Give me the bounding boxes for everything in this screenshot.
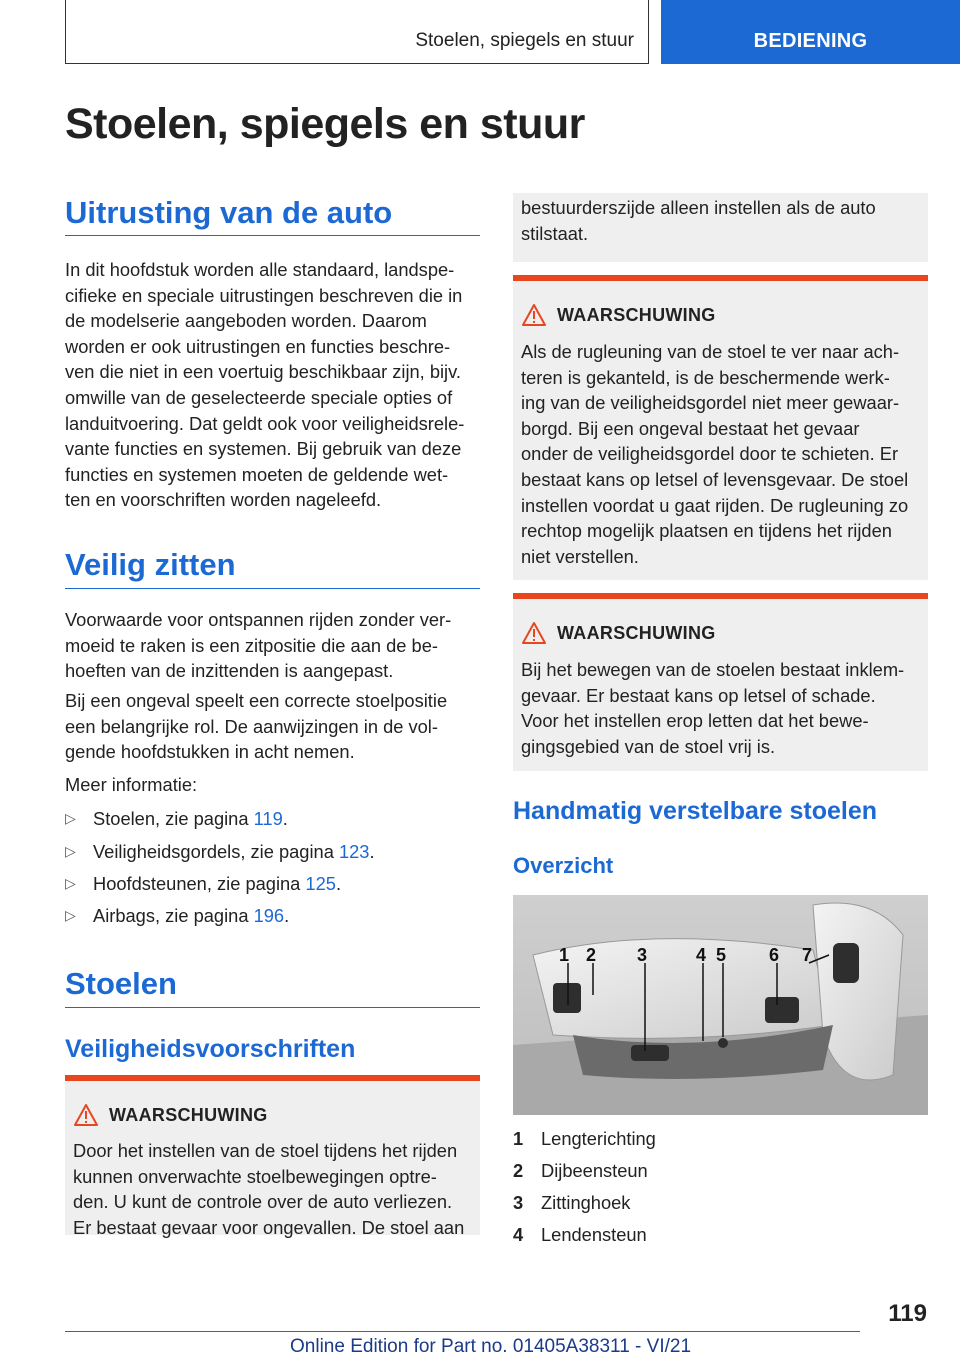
warning-box-1-continued xyxy=(513,193,928,262)
heading-rule xyxy=(65,1007,480,1008)
page-link[interactable]: 123 xyxy=(338,841,370,862)
warning-text: Als de rugleuning van de stoel te ver naar ach- teren is gekanteld, is de beschermende werk- ing van de veiligheidsgordel niet meer gewaar- borgd. Bij een ongeval bestaat het gevaar onder de veiligheidsgordel door te schieten. Er bestaat kans op letsel of levensgevaar. De stoel instellen voordat u gaat rijden. De rugleuning zo rechtop mogelijk plaatsen en tijdens het rijden niet verstellen. xyxy=(521,341,909,567)
page-title: Stoelen, spiegels en stuur xyxy=(65,100,585,148)
callout-number: 2 xyxy=(586,945,597,965)
warning-box-3 xyxy=(513,593,928,771)
legend-label: Zittinghoek xyxy=(541,1192,631,1213)
heading-veilig-zitten: Veilig zitten xyxy=(65,547,236,582)
heading-rule xyxy=(65,235,480,236)
warning-box-1 xyxy=(65,1075,480,1238)
callout-number: 4 xyxy=(696,945,707,965)
warning-label: WAARSCHUWING xyxy=(557,623,716,643)
legend-number: 4 xyxy=(513,1224,524,1245)
callout-number: 3 xyxy=(637,945,648,965)
footer-edition-text: Online Edition for Part no. 01405A38311 - VI/21 xyxy=(290,1336,692,1357)
callout-number: 6 xyxy=(769,945,780,965)
legend-number: 1 xyxy=(513,1128,524,1149)
heading-handmatig: Handmatig verstelbare stoelen xyxy=(513,797,878,825)
heading-veiligheidsvoorschriften: Veiligheidsvoorschriften xyxy=(65,1035,356,1063)
legend-number: 2 xyxy=(513,1160,524,1181)
heading-rule xyxy=(65,588,480,589)
heading-overzicht: Overzicht xyxy=(513,853,614,878)
seat-overview-photo xyxy=(513,895,928,1115)
warning-text: bestuurderszijde alleen instellen als de auto stilstaat. xyxy=(521,197,876,244)
warning-triangle-icon xyxy=(521,303,547,327)
page-link[interactable]: 119 xyxy=(253,808,283,829)
legend-label: Dijbeensteun xyxy=(541,1160,648,1181)
veilig-paragraph-2: Bij een ongeval speelt een correcte stoelpositie een belangrijke rol. De aanwijzingen in de vol- gende hoofdstukken in acht nemen. xyxy=(65,690,448,763)
bullet-triangle-icon: ▷ xyxy=(65,875,76,891)
warning-triangle-icon xyxy=(521,621,547,645)
veilig-paragraph-1: Voorwaarde voor ontspannen rijden zonder ver- moeid te raken is een zitpositie die aan de be- hoeften van de inzittenden is aangepast. xyxy=(65,609,452,682)
page-link[interactable]: 125 xyxy=(305,873,336,894)
header-section-title: Stoelen, spiegels en stuur xyxy=(415,30,634,51)
callout-number: 1 xyxy=(559,945,570,965)
footer-rule xyxy=(65,1331,860,1332)
page-number: 119 xyxy=(888,1300,927,1327)
bullet-triangle-icon: ▷ xyxy=(65,907,76,923)
header-section-box xyxy=(65,0,649,64)
legend-label: Lendensteun xyxy=(541,1224,647,1245)
meer-informatie: Meer informatie: xyxy=(65,774,198,795)
legend-number: 3 xyxy=(513,1192,524,1213)
warning-text: Door het instellen van de stoel tijdens het rijden kunnen onverwachte stoelbewegingen optre- den. U kunt de controle over de auto verliezen. Er bestaat gevaar voor ongevallen. De stoel aan xyxy=(73,1140,465,1238)
warning-box-2 xyxy=(513,275,928,580)
seat-illustration xyxy=(513,895,928,1115)
page-link[interactable]: 196 xyxy=(253,905,285,926)
warning-text: Bij het bewegen van de stoelen bestaat inklem- gevaar. Er bestaat kans op letsel of schade. Voor het instellen erop letten dat het bewe- gingsgebied van de stoel vrij is. xyxy=(521,659,905,757)
warning-triangle-icon xyxy=(73,1103,99,1127)
callout-number: 5 xyxy=(716,945,727,965)
heading-uitrusting: Uitrusting van de auto xyxy=(65,195,393,230)
uitrusting-paragraph: In dit hoofdstuk worden alle standaard, landspe- cifieke en speciale uitrustingen beschreven die in de modelserie aangeboden worden. Daarom worden er ook uitrustingen en functies beschre- ven die niet in een voertuig beschikbaar zijn, bijv. omwille van de geselecteerde speciale opties of landuitvoering. Dat geldt ook voor veiligheidsrele- vante functies en systemen. Bij gebruik van deze functies en systemen moeten de geldende wet- ten en voorschriften worden nageleefd. xyxy=(65,259,465,511)
warning-label: WAARSCHUWING xyxy=(557,305,716,325)
callout-number: 7 xyxy=(802,945,813,965)
warning-label: WAARSCHUWING xyxy=(109,1105,268,1125)
legend-label: Lengterichting xyxy=(541,1128,656,1149)
bullet-triangle-icon: ▷ xyxy=(65,810,76,826)
bullet-triangle-icon: ▷ xyxy=(65,843,76,859)
heading-stoelen: Stoelen xyxy=(65,966,177,1001)
header-chapter-tab[interactable]: BEDIENING xyxy=(661,0,960,64)
